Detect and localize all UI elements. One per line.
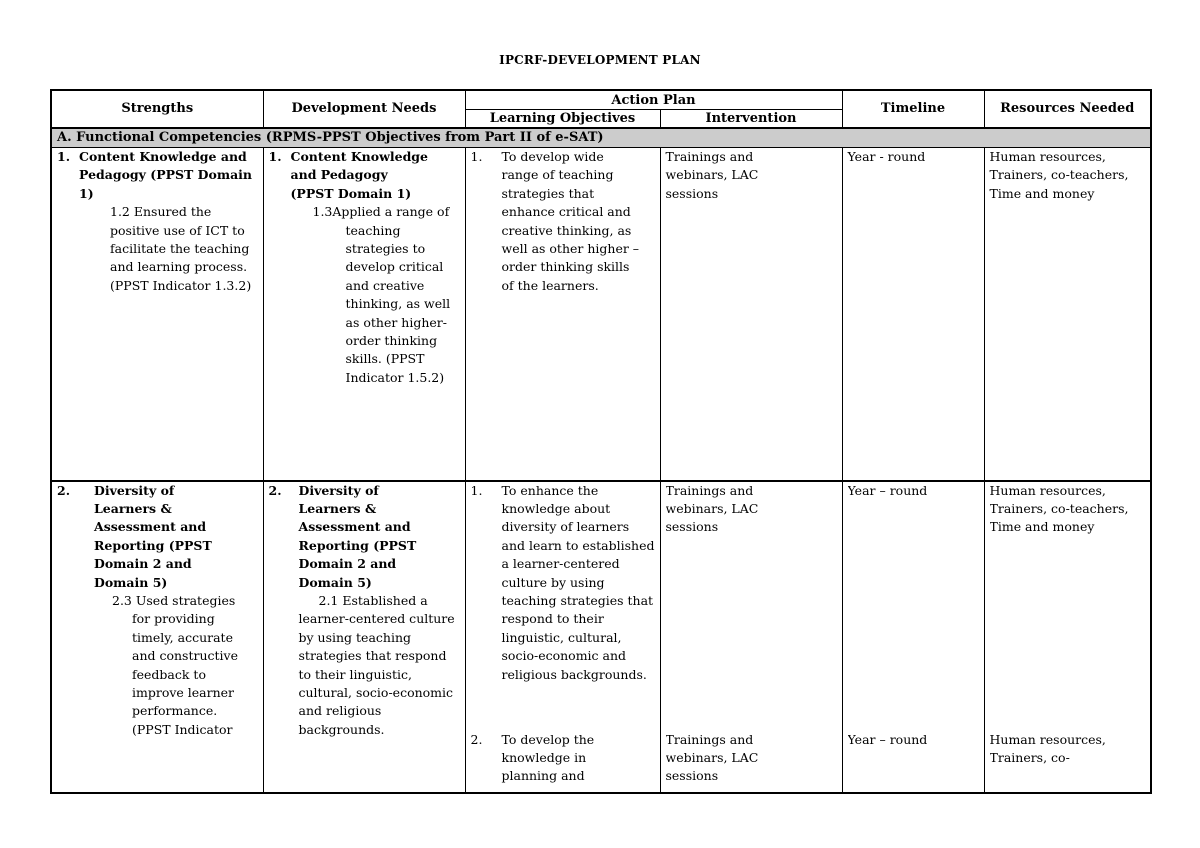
need-heading bbox=[269, 482, 465, 592]
table-header-row bbox=[51, 90, 1151, 110]
timeline-text: Year – round bbox=[847, 482, 928, 498]
need-title: Diversity of Learners & Assessment and Reporting (PPST Domain 2 and Domain 5) bbox=[298, 482, 417, 590]
need-detail: 2.1 Established a learner-centered culture by using teaching strategies that respond to their linguistic, cultural, socio-economic and religious backgrounds. bbox=[298, 592, 455, 737]
header-learning-objectives: Learning Objectives bbox=[465, 110, 660, 128]
intervention-cell bbox=[660, 148, 842, 481]
strength-heading bbox=[57, 482, 263, 592]
need-number: 1. bbox=[268, 149, 282, 164]
intervention-text: Trainings and webinars, LAC sessions bbox=[665, 149, 759, 201]
strength-number: 1. bbox=[57, 149, 71, 164]
need-detail bbox=[269, 203, 465, 387]
timeline-text: Year – round bbox=[847, 731, 928, 747]
timeline-cell bbox=[842, 148, 984, 481]
need-number: 2. bbox=[268, 482, 282, 498]
strength-title: Content Knowledge and Pedagogy (PPST Domain 1) bbox=[79, 149, 253, 201]
resources-cell bbox=[984, 481, 1151, 793]
objective-item bbox=[471, 731, 660, 786]
objective-text: To develop wide range of teaching strategies that enhance critical and creative thinking, as well as other higher – order thinking skills of the learners. bbox=[501, 149, 640, 293]
strength-number: 2. bbox=[57, 482, 71, 498]
header-intervention: Intervention bbox=[660, 110, 842, 128]
objective-text: To enhance the knowledge about diversity of learners and learn to established a learner-centered culture by using teaching strategies that respond to their linguistic, cultural, socio-economic and religious backgrounds. bbox=[501, 482, 655, 682]
development-need-cell bbox=[263, 148, 465, 481]
strength-heading bbox=[57, 148, 263, 203]
objective-item bbox=[471, 148, 660, 295]
table-row bbox=[51, 481, 1151, 793]
section-label: A. Functional Competencies (RPMS-PPST Objectives from Part II of e-SAT) bbox=[51, 128, 1151, 148]
strength-cell bbox=[51, 148, 263, 481]
development-need-cell bbox=[263, 481, 465, 793]
timeline-text: Year - round bbox=[847, 149, 926, 164]
need-detail-wrap bbox=[269, 592, 465, 739]
strength-title: Diversity of Learners & Assessment and Reporting (PPST Domain 2 and Domain 5) bbox=[94, 482, 212, 590]
strength-detail-wrap bbox=[57, 592, 263, 739]
need-heading bbox=[269, 148, 465, 203]
need-detail-text: 1.3Applied a range of teaching strategies to develop critical and creative thinking, as well as other higher-order thinking skills. (PPST Indicator 1.5.2) bbox=[312, 204, 451, 385]
objective-number: 2. bbox=[470, 731, 483, 747]
objectives-cell bbox=[465, 481, 660, 793]
header-resources-needed: Resources Needed bbox=[984, 90, 1151, 128]
objective-number: 1. bbox=[470, 149, 483, 164]
development-plan-table bbox=[50, 89, 1152, 794]
document-title: IPCRF-DEVELOPMENT PLAN bbox=[499, 53, 701, 67]
header-development-needs: Development Needs bbox=[263, 90, 465, 128]
intervention-cell bbox=[660, 481, 842, 793]
header-strengths: Strengths bbox=[51, 90, 263, 128]
section-row bbox=[51, 128, 1151, 148]
table-row bbox=[51, 148, 1151, 481]
intervention-text: Trainings and webinars, LAC sessions bbox=[665, 482, 759, 535]
header-timeline: Timeline bbox=[842, 90, 984, 128]
strength-cell bbox=[51, 481, 263, 793]
resources-text: Human resources, Trainers, co-teachers, Time and money bbox=[989, 482, 1129, 535]
objectives-cell bbox=[465, 148, 660, 481]
header-action-plan: Action Plan bbox=[465, 90, 842, 110]
resources-text: Human resources, Trainers, co-teachers, Time and money bbox=[989, 149, 1129, 201]
resources-cell bbox=[984, 148, 1151, 481]
intervention-text: Trainings and webinars, LAC sessions bbox=[665, 731, 759, 784]
strength-detail: 1.2 Ensured the positive use of ICT to facilitate the teaching and learning process. (PPST Indicator 1.3.2) bbox=[110, 204, 252, 293]
timeline-cell bbox=[842, 481, 984, 793]
objective-text: To develop the knowledge in planning and bbox=[501, 731, 595, 784]
objective-item bbox=[471, 482, 660, 731]
strength-detail: 2.3 Used strategies for providing timely, accurate and constructive feedback to improve learner performance. (PPST Indicator bbox=[112, 592, 238, 737]
objective-number: 1. bbox=[470, 482, 483, 498]
resources-text: Human resources, Trainers, co- bbox=[989, 731, 1106, 765]
need-title: Content Knowledge and Pedagogy (PPST Domain 1) bbox=[290, 149, 428, 201]
